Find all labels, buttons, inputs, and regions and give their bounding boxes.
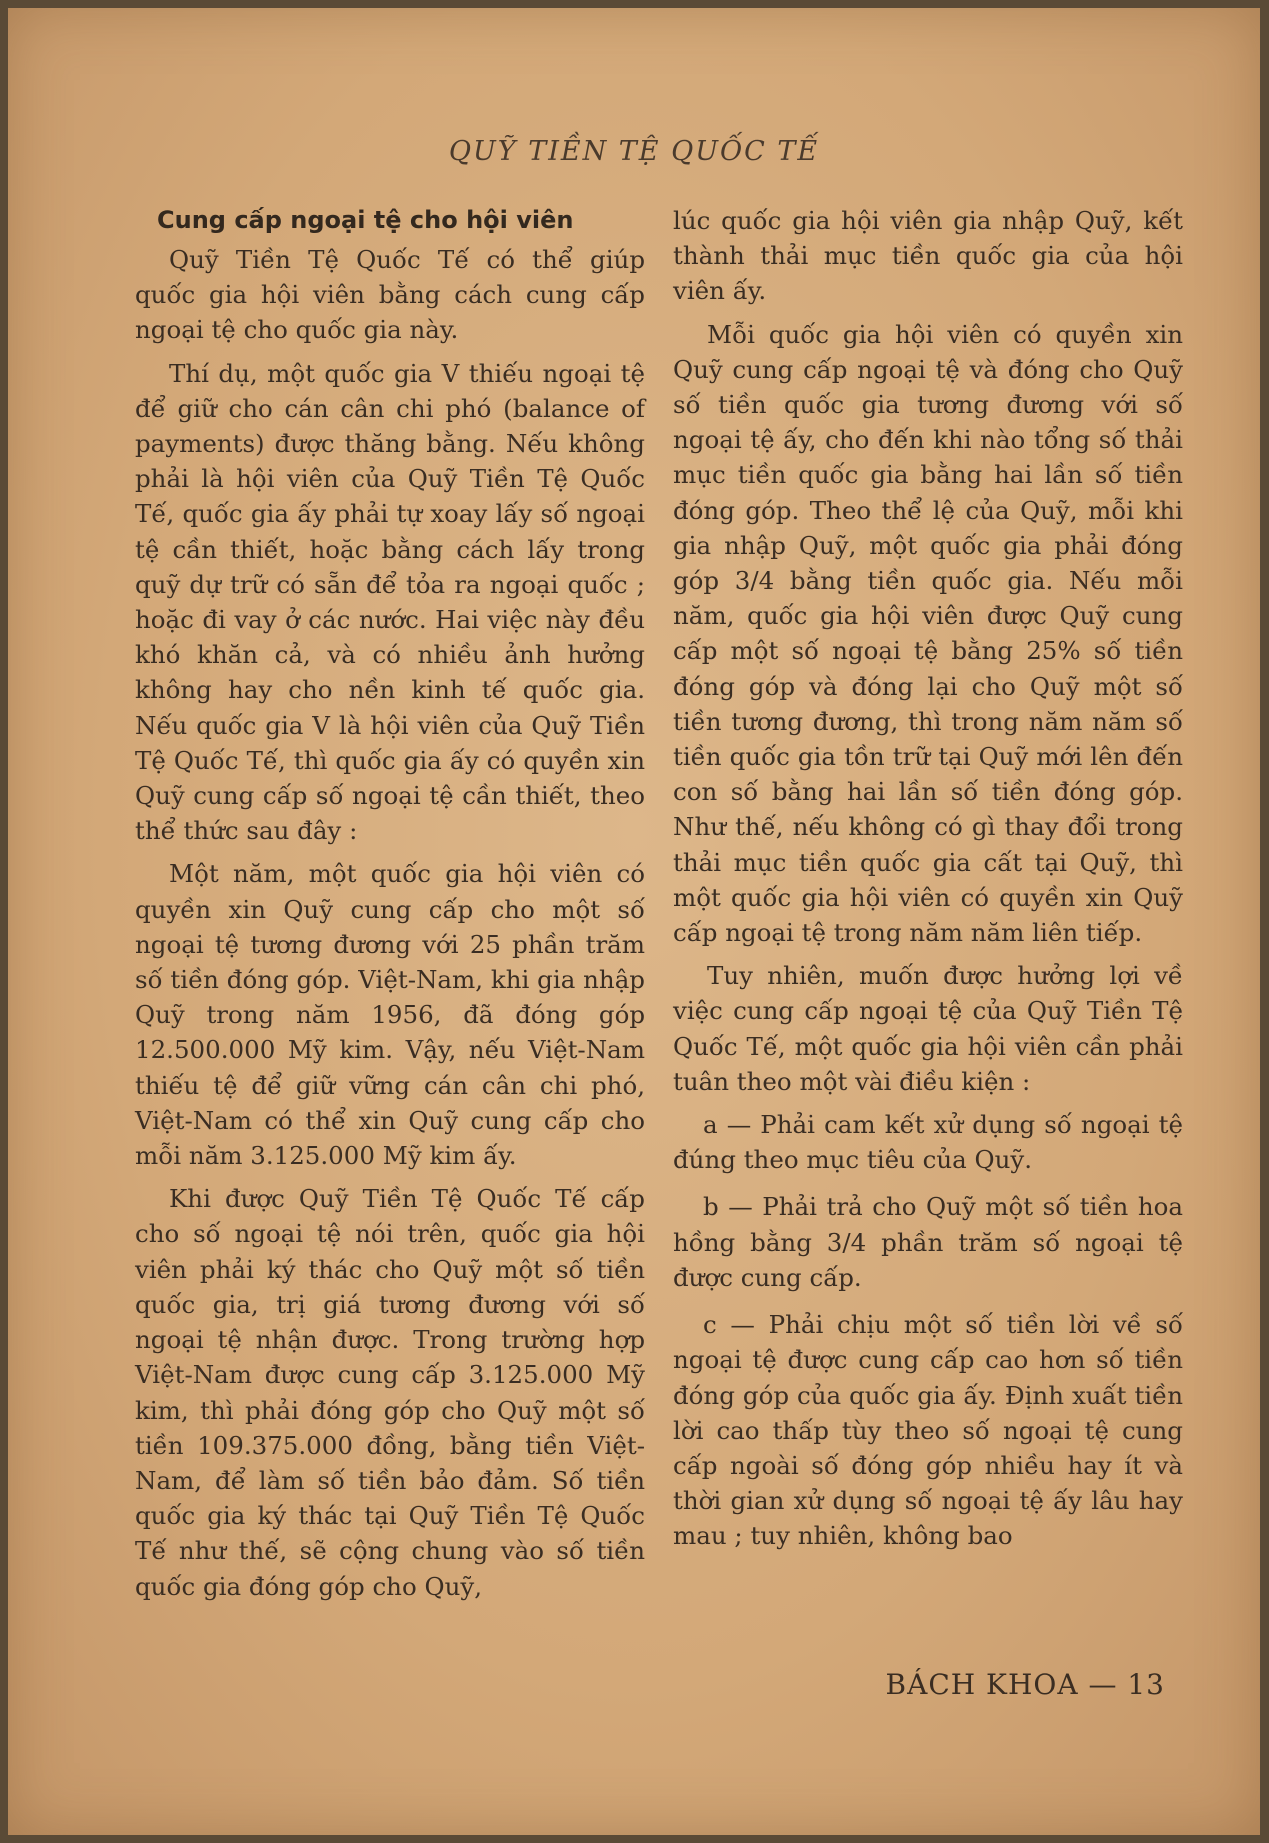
paragraph: Một năm, một quốc gia hội viên có quyền xin Quỹ cung cấp cho một số ngoại tệ tương đương với 25 phần trăm số tiền đóng góp. Việt-Nam, khi gia nhập Quỹ trong năm 1956, đã đóng góp 12.500.000 Mỹ kim. Vậy, nếu Việt-Nam thiếu tệ để giữ vững cán cân chi phó, Việt-Nam có thể xin Quỹ cung cấp cho mỗi năm 3.125.000 Mỹ kim ấy. [135,859,645,1171]
paragraph: Tuy nhiên, muốn được hưởng lợi về việc cung cấp ngoại tệ của Quỹ Tiền Tệ Quốc Tế, một quốc gia hội viên cần phải tuân theo một vài điều kiện : [673,961,1183,1096]
condition-item: b — Phải trả cho Quỹ một số tiền hoa hồng bằng 3/4 phần trăm số ngoại tệ được cung cấp. [673,1192,1183,1292]
condition-item: c — Phải chịu một số tiền lời về số ngoại tệ được cung cấp cao hơn số tiền đóng góp của quốc gia ấy. Định xuất tiền lời cao thấp tùy theo số ngoại tệ cung cấp ngoài số đóng góp nhiều hay ít và thời gian xử dụng số ngoại tệ ấy lâu hay mau ; tuy nhiên, không bao [673,1310,1183,1551]
condition-item: a — Phải cam kết xử dụng số ngoại tệ đúng theo mục tiêu của Quỹ. [673,1110,1183,1175]
running-title: QUỸ TIỀN TỆ QUỐC TẾ [448,136,820,167]
page-footer: BÁCH KHOA — 13 [885,1668,1165,1701]
paragraph-continuation: lúc quốc gia hội viên gia nhập Quỹ, kết thành thải mục tiền quốc gia của hội viên ấy. [673,206,1183,306]
paragraph: Quỹ Tiền Tệ Quốc Tế có thể giúp quốc gia hội viên bằng cách cung cấp ngoại tệ cho quốc gia này. [135,245,645,345]
section-heading: Cung cấp ngoại tệ cho hội viên [157,206,574,234]
paragraph: Thí dụ, một quốc gia V thiếu ngoại tệ để giữ cho cán cân chi phó (balance of payments) được thăng bằng. Nếu không phải là hội viên của Quỹ Tiền Tệ Quốc Tế, quốc gia ấy phải tự xoay lấy số ngoại tệ cần thiết, hoặc bằng cách lấy trong quỹ dự trữ có sẵn để tỏa ra ngoại quốc ; hoặc đi vay ở các nước. Hai việc này đều khó khăn cả, và có nhiều ảnh hưởng không hay cho nền kinh tế quốc gia. Nếu quốc gia V là hội viên của Quỹ Tiền Tệ Quốc Tế, thì quốc gia ấy có quyền xin Quỹ cung cấp số ngoại tệ cần thiết, theo thể thức sau đây : [135,358,645,846]
paragraph: Mỗi quốc gia hội viên có quyền xin Quỹ cung cấp ngoại tệ và đóng cho Quỹ số tiền quốc gia tương đương với số ngoại tệ ấy, cho đến khi nào tổng số thải mục tiền quốc gia bằng hai lần số tiền đóng góp. Theo thể lệ của Quỹ, mỗi khi gia nhập Quỹ, một quốc gia phải đóng góp 3/4 bằng tiền quốc gia. Nếu mỗi năm, quốc gia hội viên được Quỹ cung cấp một số ngoại tệ bằng 25% số tiền đóng góp và đóng lại cho Quỹ một số tiền tương đương, thì trong năm năm số tiền quốc gia tồn trữ tại Quỹ mới lên đến con số bằng hai lần số tiền đóng góp. Như thế, nếu không có gì thay đổi trong thải mục tiền quốc gia cất tại Quỹ, thì một quốc gia hội viên có quyền xin Quỹ cấp ngoại tệ trong năm năm liên tiếp. [673,319,1183,948]
paragraph: Khi được Quỹ Tiền Tệ Quốc Tế cấp cho số ngoại tệ nói trên, quốc gia hội viên phải ký thác cho Quỹ một số tiền quốc gia, trị giá tương đương với số ngoại tệ nhận được. Trong trường hợp Việt-Nam được cung cấp 3.125.000 Mỹ kim, thì phải đóng góp cho Quỹ một số tiền 109.375.000 đồng, bằng tiền Việt-Nam, để làm số tiền bảo đảm. Số tiền quốc gia ký thác tại Quỹ Tiền Tệ Quốc Tế như thế, sẽ cộng chung vào số tiền quốc gia đóng góp cho Quỹ, [135,1184,645,1601]
left-column [135,203,645,1612]
right-column [673,203,1183,1566]
scanned-page [8,8,1260,1835]
